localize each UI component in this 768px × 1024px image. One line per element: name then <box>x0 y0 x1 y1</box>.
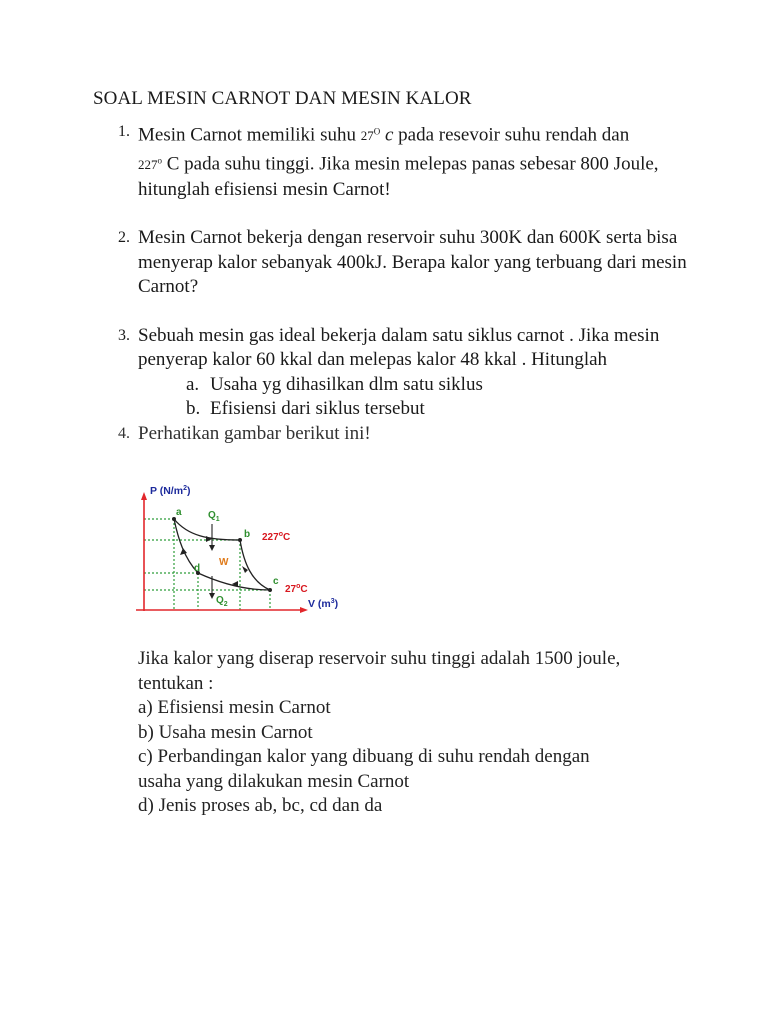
list-item: a. Usaha yg dihasilkan dlm satu siklus <box>186 373 483 395</box>
point-a-label: a <box>176 507 182 518</box>
carnot-pv-diagram <box>132 478 362 623</box>
question-3 <box>90 324 690 422</box>
question-4-line: a) Efisiensi mesin Carnot <box>138 697 331 718</box>
question-4-line: c) Perbandingan kalor yang dibuang di suhu rendah dengan <box>138 746 590 767</box>
x-axis-label: V $(m^3)$ <box>308 598 339 610</box>
point-d-label: d <box>194 563 201 574</box>
temp-high-value: 227$^o$ <box>138 155 162 173</box>
question-number: 3. <box>118 326 130 344</box>
cycle-curves <box>174 519 270 590</box>
q1-arrow-icon <box>209 545 215 551</box>
point-b-label: b <box>244 529 251 540</box>
question-2 <box>90 226 690 300</box>
question-4-line: b) Usaha mesin Carnot <box>138 721 313 743</box>
question-1 <box>90 120 690 202</box>
question-4-line: Jika kalor yang diserap reservoir suhu tinggi adalah 1500 joule, <box>138 648 621 669</box>
work-label: W <box>219 557 229 568</box>
temp-low-value: $27^O$ <box>360 127 381 144</box>
axes <box>136 496 304 611</box>
question-1-text-b: pada resevoir suhu rendah dan <box>393 124 630 146</box>
question-4 <box>90 422 690 447</box>
question-1-text-a: Mesin Carnot memiliki suhu <box>138 124 361 146</box>
question-4-line: usaha yang dilakukan mesin Carnot <box>138 770 410 792</box>
question-4-text: Perhatikan gambar berikut ini! <box>138 422 371 444</box>
q1-label: $Q_1$ <box>208 510 220 523</box>
question-4-line: tentukan : <box>138 672 214 694</box>
point-c-label: c <box>273 576 279 587</box>
question-4-line: d) Jenis proses ab, bc, cd dan da <box>138 795 383 816</box>
y-axis-arrow <box>141 492 147 500</box>
q2-label: $Q_2$ <box>216 595 228 608</box>
question-2-text: Mesin Carnot bekerja dengan reservoir suhu 300K dan 600K serta bisa menyerap kalor sebanyak 400kJ. Berapa kalor yang terbuang dari mesin Carnot? <box>138 227 687 298</box>
question-list <box>90 120 690 446</box>
grid-lines <box>144 519 270 610</box>
question-number: 4. <box>118 424 130 442</box>
temp-high-label: 227$^o$C <box>262 531 291 543</box>
question-number: 2. <box>118 229 130 247</box>
temp-low-unit: c <box>380 124 394 146</box>
document-title: SOAL MESIN CARNOT DAN MESIN KALOR <box>93 88 472 109</box>
pv-diagram-svg <box>132 478 362 623</box>
question-3-subitems <box>138 373 690 422</box>
temp-low-label: 27$^o$C <box>285 583 308 595</box>
question-1-text-c: C pada suhu tinggi. Jika mesin melepas panas sebesar 800 Joule, hitunglah efisiensi mesin Carnot! <box>138 153 659 200</box>
y-axis-label: P $(N/m^2)$ <box>150 485 191 497</box>
question-number: 1. <box>118 123 130 140</box>
q2-arrow-icon <box>209 593 215 599</box>
question-4-body <box>138 647 698 819</box>
x-axis-arrow <box>300 607 308 613</box>
list-item: b. Efisiensi dari siklus tersebut <box>186 398 425 420</box>
question-3-text: Sebuah mesin gas ideal bekerja dalam satu siklus carnot . Jika mesin penyerap kalor 60 kkal dan melepas kalor 48 kkal . Hitunglah <box>138 324 660 371</box>
